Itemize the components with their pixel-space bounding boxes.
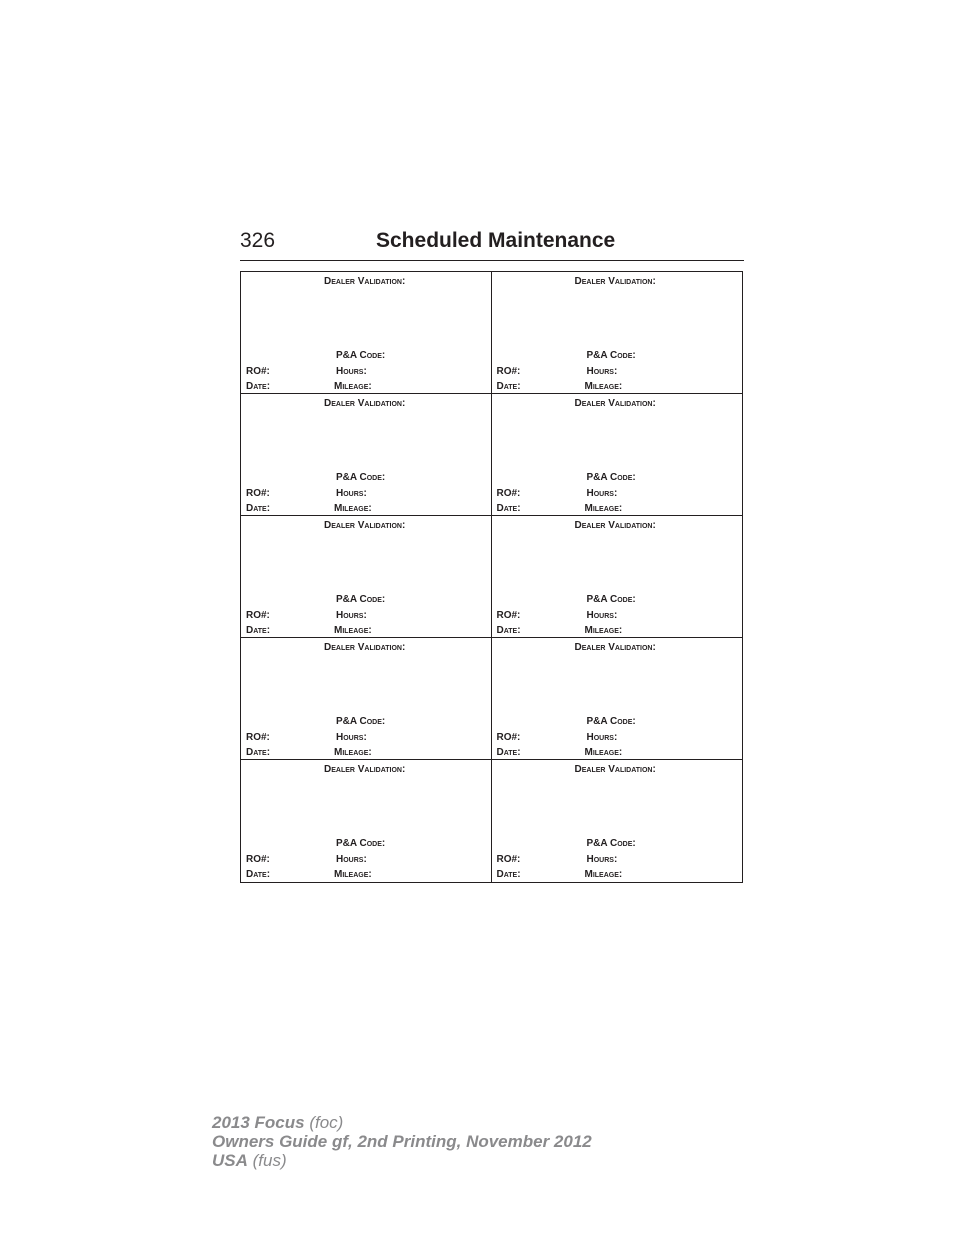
date-label: Date: bbox=[496, 381, 521, 392]
ro-number-label: RO#: bbox=[246, 854, 270, 865]
pa-code-label: P&A Code: bbox=[586, 472, 636, 483]
hours-label: Hours: bbox=[336, 610, 367, 621]
mileage-label: Mileage: bbox=[334, 625, 372, 636]
mileage-label: Mileage: bbox=[334, 869, 372, 880]
ro-number-label: RO#: bbox=[496, 366, 521, 377]
mileage-label: Mileage: bbox=[334, 747, 372, 758]
pa-code-label: P&A Code: bbox=[336, 472, 386, 483]
dealer-validation-label: Dealer Validation: bbox=[574, 398, 656, 409]
date-label: Date: bbox=[496, 625, 521, 636]
hours-label: Hours: bbox=[586, 488, 618, 499]
hours-label: Hours: bbox=[586, 732, 618, 743]
pa-code-label: P&A Code: bbox=[586, 594, 636, 605]
ro-number-label: RO#: bbox=[246, 366, 270, 377]
pa-code-label: P&A Code: bbox=[336, 594, 386, 605]
date-label: Date: bbox=[496, 747, 521, 758]
pa-code-label: P&A Code: bbox=[586, 350, 636, 361]
dealer-validation-label: Dealer Validation: bbox=[574, 276, 656, 287]
maintenance-record-cell bbox=[241, 638, 492, 760]
footer-line-3 bbox=[212, 1151, 592, 1170]
ro-number-label: RO#: bbox=[496, 488, 521, 499]
ro-number-label: RO#: bbox=[496, 732, 521, 743]
ro-number-label: RO#: bbox=[496, 854, 521, 865]
date-label: Date: bbox=[246, 503, 271, 514]
dealer-validation-label: Dealer Validation: bbox=[324, 276, 406, 287]
maintenance-record-cell bbox=[492, 760, 743, 882]
ro-number-label: RO#: bbox=[496, 610, 521, 621]
mileage-label: Mileage: bbox=[584, 381, 623, 392]
pa-code-label: P&A Code: bbox=[336, 350, 386, 361]
section-title: Scheduled Maintenance bbox=[376, 229, 616, 252]
hours-label: Hours: bbox=[336, 732, 367, 743]
maintenance-record-grid bbox=[240, 271, 743, 883]
mileage-label: Mileage: bbox=[334, 381, 372, 392]
pa-code-label: P&A Code: bbox=[586, 716, 636, 727]
mileage-label: Mileage: bbox=[334, 503, 372, 514]
maintenance-record-cell bbox=[492, 638, 743, 760]
mileage-label: Mileage: bbox=[584, 869, 623, 880]
mileage-label: Mileage: bbox=[584, 747, 623, 758]
dealer-validation-label: Dealer Validation: bbox=[324, 520, 406, 531]
dealer-validation-label: Dealer Validation: bbox=[324, 764, 406, 775]
dealer-validation-label: Dealer Validation: bbox=[574, 642, 656, 653]
date-label: Date: bbox=[496, 503, 521, 514]
maintenance-record-cell bbox=[241, 394, 492, 516]
hours-label: Hours: bbox=[586, 366, 618, 377]
maintenance-record-cell bbox=[241, 272, 492, 394]
mileage-label: Mileage: bbox=[584, 625, 623, 636]
date-label: Date: bbox=[246, 869, 271, 880]
pa-code-label: P&A Code: bbox=[586, 838, 636, 849]
ro-number-label: RO#: bbox=[246, 610, 270, 621]
maintenance-record-cell bbox=[492, 394, 743, 516]
date-label: Date: bbox=[246, 381, 271, 392]
dealer-validation-label: Dealer Validation: bbox=[324, 642, 406, 653]
maintenance-record-cell bbox=[492, 516, 743, 638]
date-label: Date: bbox=[246, 747, 271, 758]
maintenance-record-cell bbox=[241, 760, 492, 882]
hours-label: Hours: bbox=[336, 366, 367, 377]
footer-guide-info: Owners Guide gf, 2nd Printing, November 2012 bbox=[212, 1132, 592, 1151]
ro-number-label: RO#: bbox=[246, 732, 270, 743]
pa-code-label: P&A Code: bbox=[336, 838, 386, 849]
hours-label: Hours: bbox=[586, 854, 618, 865]
dealer-validation-label: Dealer Validation: bbox=[574, 520, 656, 531]
date-label: Date: bbox=[496, 869, 521, 880]
hours-label: Hours: bbox=[336, 488, 367, 499]
footer-market-code: (fus) bbox=[247, 1151, 287, 1170]
footer-market: USA bbox=[212, 1151, 248, 1170]
page-header bbox=[240, 228, 744, 261]
hours-label: Hours: bbox=[336, 854, 367, 865]
footer-model-code: (foc) bbox=[304, 1113, 344, 1132]
footer-line-2 bbox=[212, 1132, 592, 1151]
date-label: Date: bbox=[246, 625, 271, 636]
hours-label: Hours: bbox=[586, 610, 618, 621]
pa-code-label: P&A Code: bbox=[336, 716, 386, 727]
page-number: 326 bbox=[240, 229, 276, 252]
footer-line-1 bbox=[212, 1113, 592, 1132]
ro-number-label: RO#: bbox=[246, 488, 270, 499]
dealer-validation-label: Dealer Validation: bbox=[324, 398, 406, 409]
mileage-label: Mileage: bbox=[584, 503, 623, 514]
maintenance-record-cell bbox=[241, 516, 492, 638]
document-footer bbox=[212, 1113, 592, 1170]
footer-model: 2013 Focus bbox=[212, 1113, 305, 1132]
maintenance-record-cell bbox=[492, 272, 743, 394]
dealer-validation-label: Dealer Validation: bbox=[574, 764, 656, 775]
